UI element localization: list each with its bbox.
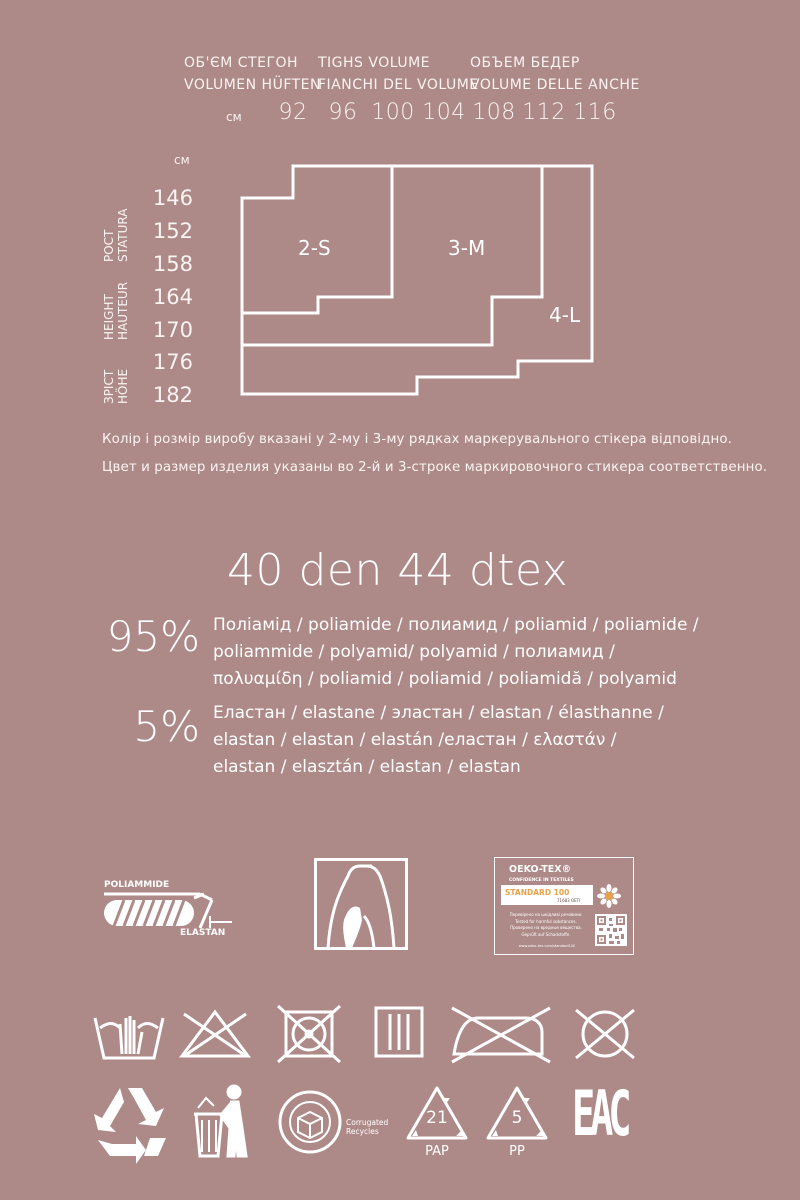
height-label-line: HÖHE <box>116 368 130 404</box>
height-value: 170 <box>152 318 193 342</box>
height-value: 164 <box>152 285 193 309</box>
composition-percent: 95% <box>106 612 200 661</box>
do-not-iron-icon <box>452 1008 550 1062</box>
hip-value: 96 <box>328 100 358 125</box>
hip-unit: см <box>226 110 242 124</box>
height-value: 152 <box>152 219 193 243</box>
size-zone-4l <box>242 166 592 394</box>
oeko-tex-label <box>494 857 634 955</box>
size-zone-3m <box>242 166 542 345</box>
fibre-badge-top: POLIAMMIDE <box>104 880 170 890</box>
height-unit: см <box>174 153 190 167</box>
height-label-line: РОСТ <box>102 229 116 262</box>
height-label-line: HAUTEUR <box>116 281 130 340</box>
pap-label: PAP <box>425 1144 449 1159</box>
care-icons-row <box>90 1000 690 1070</box>
height-label-line: HEIGHT <box>102 294 116 340</box>
flower-icon <box>597 884 621 908</box>
tights-icon <box>314 858 408 950</box>
corrugated-label-line: Recycles <box>346 1127 379 1136</box>
composition-line: πολυαμίδη / poliamid / poliamid / poliamidă / polyamid <box>213 669 677 689</box>
oeko-tex-fine-line: Tested for harmful substances. <box>515 918 577 924</box>
hip-value: 100 <box>371 100 415 125</box>
corrugated-recycles-icon <box>280 1092 340 1152</box>
fibre-badge <box>100 870 240 950</box>
drip-dry-icon <box>376 1008 422 1056</box>
marking-note-ua: Колір і розмір виробу вказані у 2-му і 3-му рядках маркерувального стікера відповідно. <box>102 432 732 447</box>
recycle-icon <box>94 1088 166 1164</box>
size-zones-chart <box>0 0 800 420</box>
composition-line: elastan / elastan / elastán /еластан / ελαστάν / <box>213 730 617 750</box>
hip-value: 104 <box>422 100 466 125</box>
do-not-tumble-dry-icon <box>278 1006 340 1062</box>
hip-header-line: TIGHS VOLUME <box>318 55 431 71</box>
height-value: 182 <box>152 383 193 407</box>
height-label-line: STATURA <box>116 208 130 262</box>
oeko-tex-fine-line: Geprüft auf Schadstoffe. <box>521 931 571 937</box>
pp-label: PP <box>509 1144 525 1159</box>
composition-line: poliammide / polyamid/ polyamid / полиамид / <box>213 642 615 662</box>
hip-header-line: VOLUMEN HÜFTEN <box>184 77 321 93</box>
composition-materials <box>213 612 713 693</box>
corrugated-label <box>346 1118 388 1136</box>
height-value: 158 <box>152 252 193 276</box>
oeko-tex-standard-box <box>501 885 593 905</box>
composition-line: Поліамід / poliamide / полиамид / poliamid / poliamide / <box>213 615 699 635</box>
marking-note-ru: Цвет и размер изделия указаны во 2-й и 3-строке маркировочного стикера соответственно. <box>102 460 768 475</box>
hip-header-line: ОБ'ЄМ СТЕГОН <box>184 55 299 71</box>
oeko-tex-fine-line: Проверено на вредные вещества. <box>510 925 582 930</box>
size-label-2s: 2-S <box>298 236 331 260</box>
composition-line: Еластан / elastane / эластан / elastan / élasthanne / <box>213 703 664 723</box>
fibre-badge-bottom: ELASTAN <box>180 928 226 938</box>
size-label-4l: 4-L <box>549 303 581 327</box>
hip-value: 112 <box>522 100 566 125</box>
composition-materials <box>213 700 713 781</box>
hip-value: 92 <box>278 100 308 125</box>
oeko-tex-code: 71683 OETI <box>557 898 581 903</box>
oeko-tex-brand: OEKO-TEX® <box>509 864 572 875</box>
eac-text: EAC <box>572 1077 627 1150</box>
oeko-tex-standard: STANDARD 100 <box>505 888 570 897</box>
oeko-tex-tagline: CONFIDENCE IN TEXTILES <box>509 878 574 883</box>
oeko-tex-fine-line: Перевірено на шкідливі речовини. <box>509 912 583 917</box>
qr-code-icon <box>595 914 627 946</box>
hip-header-line: ОБЪЕМ БЕДЕР <box>470 55 580 71</box>
hip-header-line: FIANCHI DEL VOLUME <box>318 77 479 93</box>
hip-value: 116 <box>573 100 617 125</box>
recycle-and-bin-icons <box>92 1084 360 1164</box>
composition-percent: 5% <box>133 702 200 751</box>
pp-number: 5 <box>511 1108 523 1128</box>
density-label: 40 den 44 dtex <box>227 545 569 596</box>
do-not-bleach-icon <box>182 1012 248 1056</box>
height-value: 146 <box>152 186 193 210</box>
hip-value: 108 <box>472 100 516 125</box>
height-value: 176 <box>152 350 193 374</box>
hip-header-line: VOLUME DELLE ANCHE <box>470 77 640 93</box>
do-not-dry-clean-icon <box>576 1010 634 1058</box>
eac-mark <box>572 1074 656 1154</box>
height-label-line: ЗРІСТ <box>102 369 116 404</box>
oeko-tex-url: www.oeko-tex.com/standard100 <box>518 944 576 948</box>
yarn-icon <box>100 870 240 950</box>
trash-bin-icon <box>194 1086 246 1156</box>
size-label-3m: 3-M <box>448 236 486 260</box>
corrugated-label-line: Corrugated <box>346 1118 389 1127</box>
hand-wash-icon <box>95 1016 163 1058</box>
composition-line: elastan / elasztán / elastan / elastan <box>213 757 521 777</box>
oeko-tex-fine-print <box>501 912 591 938</box>
pap-number: 21 <box>426 1108 448 1128</box>
